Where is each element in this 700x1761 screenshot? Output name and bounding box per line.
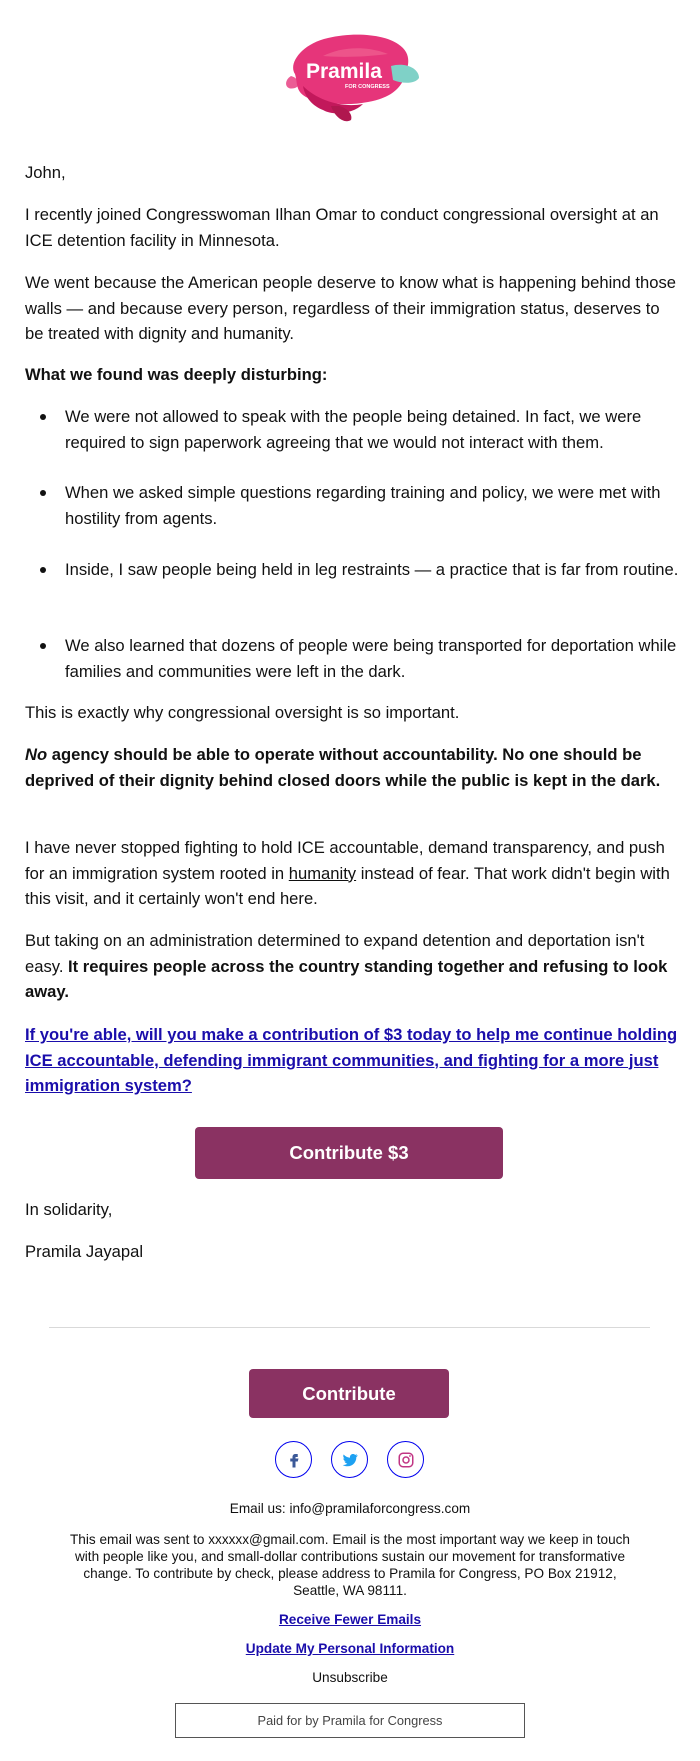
update-personal-info-link[interactable]: Update My Personal Information — [245, 1641, 455, 1656]
pramila-logo — [273, 26, 423, 131]
list-item: We were not allowed to speak with the people being detained. In fact, we were required to sign paperwork agreeing that we would not interact with them. — [65, 404, 680, 455]
ask-context-bold: It requires people across the country standing together and refusing to look away. — [25, 956, 668, 1001]
paragraph-fighting — [25, 835, 680, 912]
closing: In solidarity, — [25, 1200, 113, 1219]
paragraph-ask-context — [25, 928, 680, 1005]
accountability-text: agency should be able to operate without accountability. No one should be deprived of their dignity behind closed doors while the public is kept in the dark. — [25, 745, 661, 790]
footer-disclaimer: This email was sent to xxxxxx@gmail.com. Email is the most important way we keep in touch with people like you, and small-dollar contributions sustain our movement for transformative change. To contribute by check, please address to Pramila for Congress, PO Box 21912, Seattle, WA 98111. — [69, 1532, 630, 1598]
twitter-icon[interactable] — [331, 1441, 368, 1478]
paragraph-intro: I recently joined Congresswoman Ilhan Omar to conduct congressional oversight at an ICE detention facility in Minnesota. — [25, 205, 659, 250]
list-item: We also learned that dozens of people were being transported for deportation while families and communities were left in the dark. — [65, 633, 680, 684]
contribute-3-button[interactable]: Contribute $3 — [195, 1127, 503, 1179]
signature: Pramila Jayapal — [25, 1242, 144, 1261]
paragraph-reason: We went because the American people deserve to know what is happening behind those walls — and because every person, regardless of their immigration status, deserves to be treated with dignity and humanity. — [25, 273, 676, 343]
ask-context-text: But taking on an administration determined to expand detention and deportation isn't easy. — [25, 931, 645, 976]
underlined-humanity: humanity — [288, 863, 357, 883]
findings-heading: What we found was deeply disturbing: — [25, 365, 328, 384]
facebook-icon[interactable] — [275, 1441, 312, 1478]
paid-for-disclaimer: Paid for by Pramila for Congress — [175, 1703, 525, 1738]
contribute-button[interactable]: Contribute — [249, 1369, 449, 1418]
emphasis-no: No — [25, 745, 48, 764]
list-item: Inside, I saw people being held in leg restraints — a practice that is far from routine. — [65, 557, 680, 583]
list-item: When we asked simple questions regarding training and policy, we were met with hostility from agents. — [65, 480, 680, 531]
update-info-wrap — [0, 1641, 700, 1656]
fewer-emails-wrap — [0, 1612, 700, 1627]
contribution-ask — [25, 1022, 680, 1099]
unsubscribe-link[interactable]: Unsubscribe — [312, 1670, 388, 1685]
divider — [49, 1327, 650, 1328]
paragraph-accountability — [25, 742, 680, 793]
fighting-text-start: I have never stopped fighting to hold ICE accountable, demand transparency, and push for an immigration system rooted in — [25, 838, 665, 883]
instagram-icon[interactable] — [387, 1441, 424, 1478]
logo-tagline: FOR CONGRESS — [345, 84, 390, 90]
greeting: John, — [25, 163, 66, 182]
fighting-text-end: instead of fear. That work didn't begin with this visit, and it certainly won't end here. — [25, 863, 670, 908]
receive-fewer-emails-link[interactable]: Receive Fewer Emails — [278, 1612, 422, 1627]
paragraph-oversight: This is exactly why congressional oversight is so important. — [25, 703, 460, 722]
logo-wordmark: Pramila — [306, 60, 382, 83]
contribution-link[interactable]: If you're able, will you make a contribution of $3 today to help me continue holding ICE accountable, defending immigrant communities, and fighting for a more just immigration system? — [25, 1025, 678, 1095]
social-links — [275, 1441, 425, 1479]
contact-email: Email us: info@pramilaforcongress.com — [229, 1501, 471, 1516]
